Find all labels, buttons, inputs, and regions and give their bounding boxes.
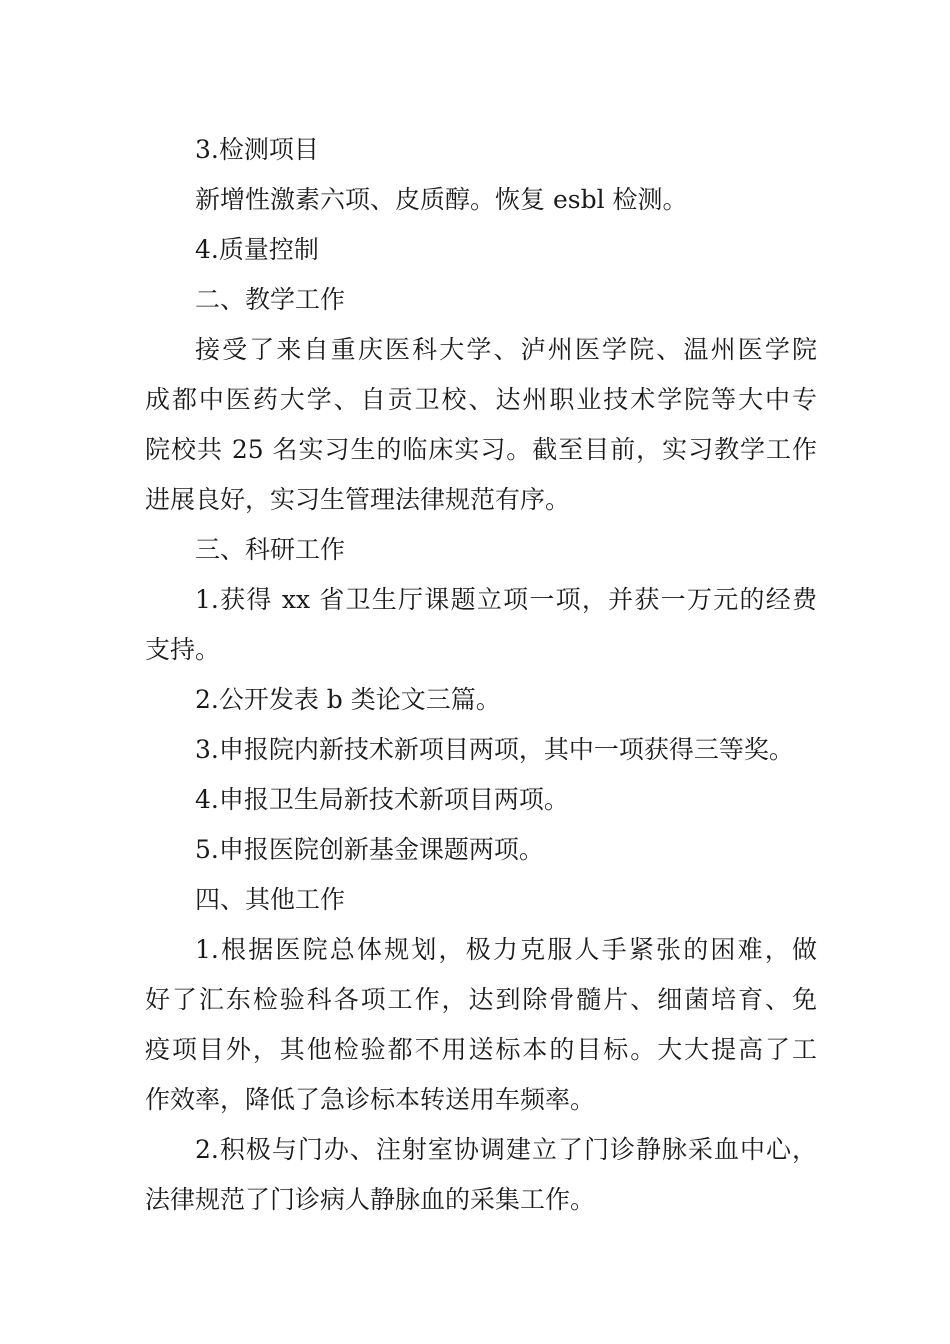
text-line: 3.检测项目 bbox=[195, 135, 319, 164]
text-line: 三、科研工作 bbox=[195, 535, 346, 564]
text-line: 进展良好，实习生管理法律规范有序。 bbox=[145, 485, 571, 514]
list-item-research-5 bbox=[145, 825, 817, 875]
paragraph-internship bbox=[145, 325, 817, 525]
text-line: 4.申报卫生局新技术新项目两项。 bbox=[195, 785, 569, 814]
list-item-research-1 bbox=[145, 575, 817, 675]
document-body bbox=[145, 125, 817, 1225]
list-item-other-2 bbox=[145, 1125, 817, 1225]
heading-item-4-quality-control bbox=[145, 225, 817, 275]
text-line: 4.质量控制 bbox=[195, 235, 319, 264]
list-item-research-3 bbox=[145, 725, 817, 775]
section-heading-research bbox=[145, 525, 817, 575]
text-line: 1.根据医院总体规划，极力克服人手紧张的困难，做 bbox=[195, 935, 817, 964]
text-line: 接受了来自重庆医科大学、泸州医学院、温州医学院 bbox=[195, 335, 817, 364]
section-heading-teaching bbox=[145, 275, 817, 325]
heading-item-3-detection-items bbox=[145, 125, 817, 175]
text-line: 3.申报院内新技术新项目两项，其中一项获得三等奖。 bbox=[195, 735, 794, 764]
text-line: 成都中医药大学、自贡卫校、达州职业技术学院等大中专 bbox=[145, 385, 817, 414]
text-line: 疫项目外，其他检验都不用送标本的目标。大大提高了工 bbox=[145, 1035, 817, 1064]
text-line: 5.申报医院创新基金课题两项。 bbox=[195, 835, 544, 864]
text-line: 院校共 25 名实习生的临床实习。截至目前，实习教学工作 bbox=[145, 435, 817, 464]
list-item-research-4 bbox=[145, 775, 817, 825]
text-line: 法律规范了门诊病人静脉血的采集工作。 bbox=[145, 1185, 596, 1214]
list-item-other-1 bbox=[145, 925, 817, 1125]
paragraph-new-tests bbox=[145, 175, 817, 225]
section-heading-other-work bbox=[145, 875, 817, 925]
text-line: 1.获得 xx 省卫生厅课题立项一项，并获一万元的经费 bbox=[195, 585, 817, 614]
list-item-research-2 bbox=[145, 675, 817, 725]
text-line: 二、教学工作 bbox=[195, 285, 346, 314]
text-line: 2.积极与门办、注射室协调建立了门诊静脉采血中心， bbox=[195, 1135, 817, 1164]
text-line: 好了汇东检验科各项工作，达到除骨髓片、细菌培育、免 bbox=[145, 985, 817, 1014]
text-line: 四、其他工作 bbox=[195, 885, 346, 914]
text-line: 2.公开发表 b 类论文三篇。 bbox=[195, 685, 501, 714]
text-line: 作效率，降低了急诊标本转送用车频率。 bbox=[145, 1085, 596, 1114]
text-line: 支持。 bbox=[145, 635, 221, 664]
text-line: 新增性激素六项、皮质醇。恢复 esbl 检测。 bbox=[195, 185, 688, 214]
